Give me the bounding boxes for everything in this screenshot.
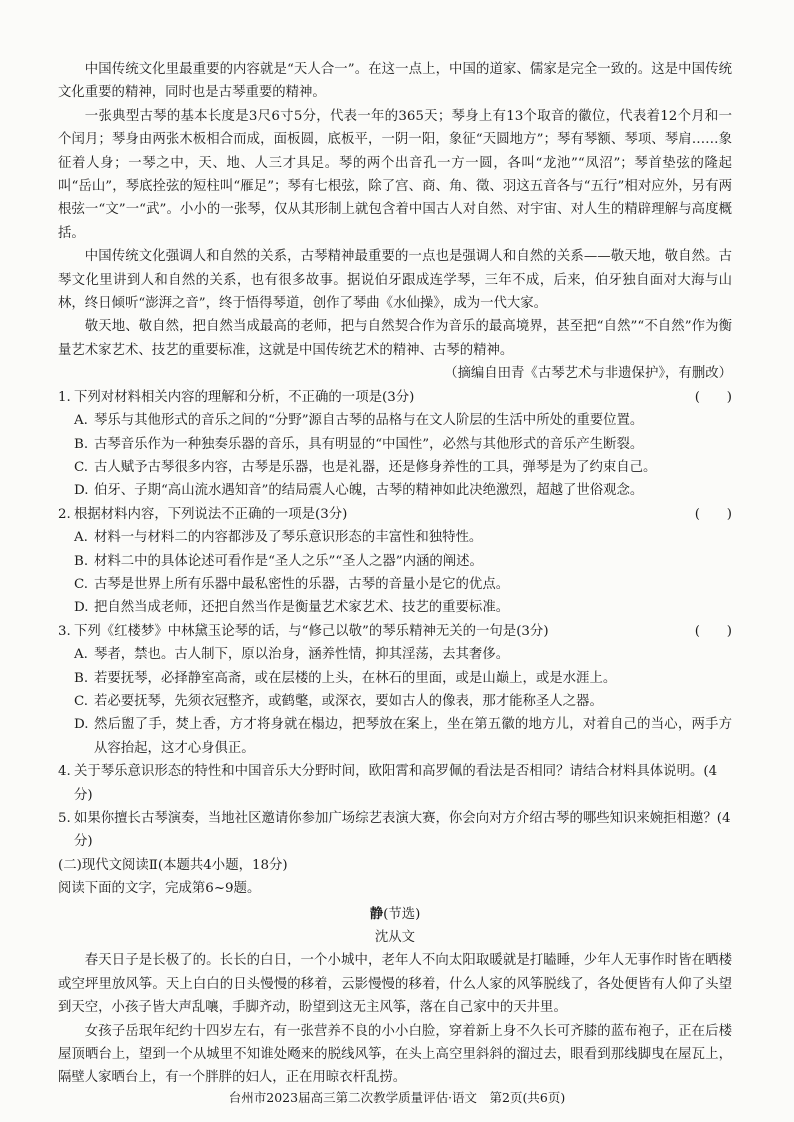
question-stem: 根据材料内容，下列说法不正确的一项是(3分) [74, 506, 348, 522]
option-key: B. [74, 553, 89, 569]
section-heading: (二)现代文阅读Ⅱ(本题共4小题，18分) [58, 857, 288, 873]
option-key: A. [74, 530, 88, 546]
option-text: 古琴是世界上所有乐器中最私密性的乐器，古琴的音量小是它的优点。 [94, 576, 510, 592]
article-title-note: (节选) [383, 906, 421, 922]
passage-paragraph: 敬天地、敬自然，把自然当成最高的老师，把与自然契合作为音乐的最高境界，甚至把“自然”“不自然”作为衡量艺术家艺术、技艺的重要标准，这就是中国传统艺术的精神、古琴的精神。 [58, 319, 732, 358]
question-stem: 下列对材料相关内容的理解和分析，不正确的一项是(3分) [74, 389, 415, 405]
question-number: 4. [58, 764, 71, 780]
passage-source: （摘编自田青《古琴艺术与非遗保护》，有删改） [444, 366, 732, 382]
option-text: 古琴音乐作为一种独奏乐器的音乐，具有明显的“中国性”，必然与其他形式的音乐产生断裂。 [94, 436, 644, 452]
option-text: 若要抚琴，必择静室高斋，或在层楼的上头，在林石的里面，或是山巅上，或是水涯上。 [94, 670, 617, 686]
option-text: 琴者，禁也。古人制下，原以治身，涵养性情，抑其淫荡，去其奢侈。 [94, 647, 510, 663]
question-5 [58, 807, 732, 854]
option-key: D. [74, 600, 89, 616]
reading-passage [58, 58, 732, 386]
option-text: 材料一与材料二的内容都涉及了琴乐意识形态的丰富性和独特性。 [94, 530, 483, 546]
question-stem: 关于琴乐意识形态的特性和中国音乐大分野时间，欧阳霄和高罗佩的看法是否相同？请结合材料具体说明。(4分) [74, 764, 718, 803]
question-3 [58, 620, 732, 760]
article-title [58, 903, 732, 926]
question-number: 5. [58, 811, 71, 826]
option-key: C. [74, 693, 89, 709]
question-number: 2. [58, 506, 71, 522]
page-footer: 台州市2023届高三第二次教学质量评估·语文 第2页(共6页) [228, 1090, 566, 1105]
option-text: 古人赋予古琴很多内容，古琴是乐器，也是礼器，还是修身养性的工具，弹琴是为了约束自己。 [94, 459, 657, 475]
answer-blank: ( ) [694, 389, 732, 405]
article-author: 沈从文 [374, 930, 416, 946]
section-modern-reading-2 [58, 854, 732, 1090]
option-key: B. [74, 670, 89, 686]
question-1 [58, 386, 732, 503]
option-key: C. [74, 459, 89, 475]
article-paragraph: 女孩子岳珉年纪约十四岁左右，有一张营养不良的小小白脸，穿着新上身不久长可齐膝的蓝布袍子，正在后楼屋顶晒台上，望到一个从城里不知谁处飏来的脱线风筝，在头上高空里斜斜的溜过去，眼看到那线脚曳在屋瓦上，隔壁人家晒台上，有一个胖胖的妇人，正在用晾衣杆乱捞。 [58, 1023, 732, 1086]
question-stem: 如果你擅长古琴演奏，当地社区邀请你参加广场综艺表演大赛，你会向对方介绍古琴的哪些知识来婉拒相邀？(4分) [74, 811, 731, 850]
answer-blank: ( ) [694, 623, 732, 639]
question-4 [58, 760, 732, 807]
passage-paragraph: 中国传统文化强调人和自然的关系，古琴精神最重要的一点也是强调人和自然的关系——敬天地，敬自然。古琴文化里讲到人和自然的关系，也有很多故事。据说伯牙跟成连学琴，三年不成，后来，伯牙独自面对大海与山林，终日倾听“澎湃之音”，终于悟得琴道，创作了琴曲《水仙操》，成为一代大家。 [58, 249, 732, 312]
passage-paragraph: 一张典型古琴的基本长度是3尺6寸5分，代表一年的365天；琴身上有13个取音的徽位，代表着12个月和一个闰月；琴身由两张木板相合而成，面板圆，底板平，一阴一阳，象征“天圆地方”；琴有琴额、琴项、琴肩……象征着人身；一琴之中，天、地、人三才具足。琴的两个出音孔一方一圆，各叫“龙池”“凤沼”；琴首垫弦的隆起叫“岳山”，琴底拴弦的短柱叫“雁足”；琴有七根弦，除了宫、商、角、徵、羽这五音各与“五行”相对应外，另有两根弦一“文”一“武”。小小的一张琴，仅从其形制上就包含着中国古人对自然、对宇宙、对人生的精辟理解与高度概括。 [58, 108, 732, 241]
option-key: C. [74, 576, 89, 592]
option-text: 若必要抚琴，先须衣冠整齐，或鹤氅，或深衣，要如古人的像表，那才能称圣人之器。 [94, 693, 603, 709]
question-stem: 下列《红楼梦》中林黛玉论琴的话，与“修己以敬”的琴乐精神无关的一句是(3分) [74, 623, 549, 639]
option-key: B. [74, 436, 89, 452]
option-key: D. [74, 717, 89, 733]
answer-blank: ( ) [694, 506, 732, 522]
question-2 [58, 503, 732, 620]
option-key: A. [74, 413, 88, 429]
option-text: 琴乐与其他形式的音乐之间的“分野”源自古琴的品格与在文人阶层的生活中所处的重要位置。 [94, 413, 644, 429]
question-number: 3. [58, 623, 71, 639]
option-text: 把自然当成老师，还把自然当作是衡量艺术家艺术、技艺的重要标准。 [94, 600, 510, 616]
article-paragraph: 春天日子是长极了的。长长的白日，一个小城中，老年人不向太阳取暖就是打瞌睡，少年人无事作时皆在晒楼或空坪里放风筝。天上白白的日头慢慢的移着，云影慢慢的移着，什么人家的风筝脱线了，各处便皆有人仰了头望到天空，小孩子皆大声乱嚷，手脚齐动，盼望到这无主风筝，落在自己家中的天井里。 [58, 953, 732, 1016]
option-key: D. [74, 483, 89, 499]
passage-paragraph: 中国传统文化里最重要的内容就是“天人合一”。在这一点上，中国的道家、儒家是完全一致的。这是中国传统文化重要的精神，同时也是古琴重要的精神。 [58, 62, 732, 101]
option-text: 然后盥了手，焚上香，方才将身就在榻边，把琴放在案上，坐在第五徽的地方儿，对着自己的当心，两手方从容抬起，这才心身俱正。 [94, 717, 732, 756]
question-number: 1. [58, 389, 71, 405]
article-title-main: 静 [369, 905, 384, 922]
option-key: A. [74, 647, 88, 663]
option-text: 伯牙、子期“高山流水遇知音”的结局震人心魄，古琴的精神如此决绝激烈，超越了世俗观念。 [94, 483, 644, 499]
option-text: 材料二中的具体论述可看作是“圣人之乐”“圣人之器”内涵的阐述。 [94, 553, 483, 569]
section-instruction: 阅读下面的文字，完成第6~9题。 [58, 881, 261, 897]
